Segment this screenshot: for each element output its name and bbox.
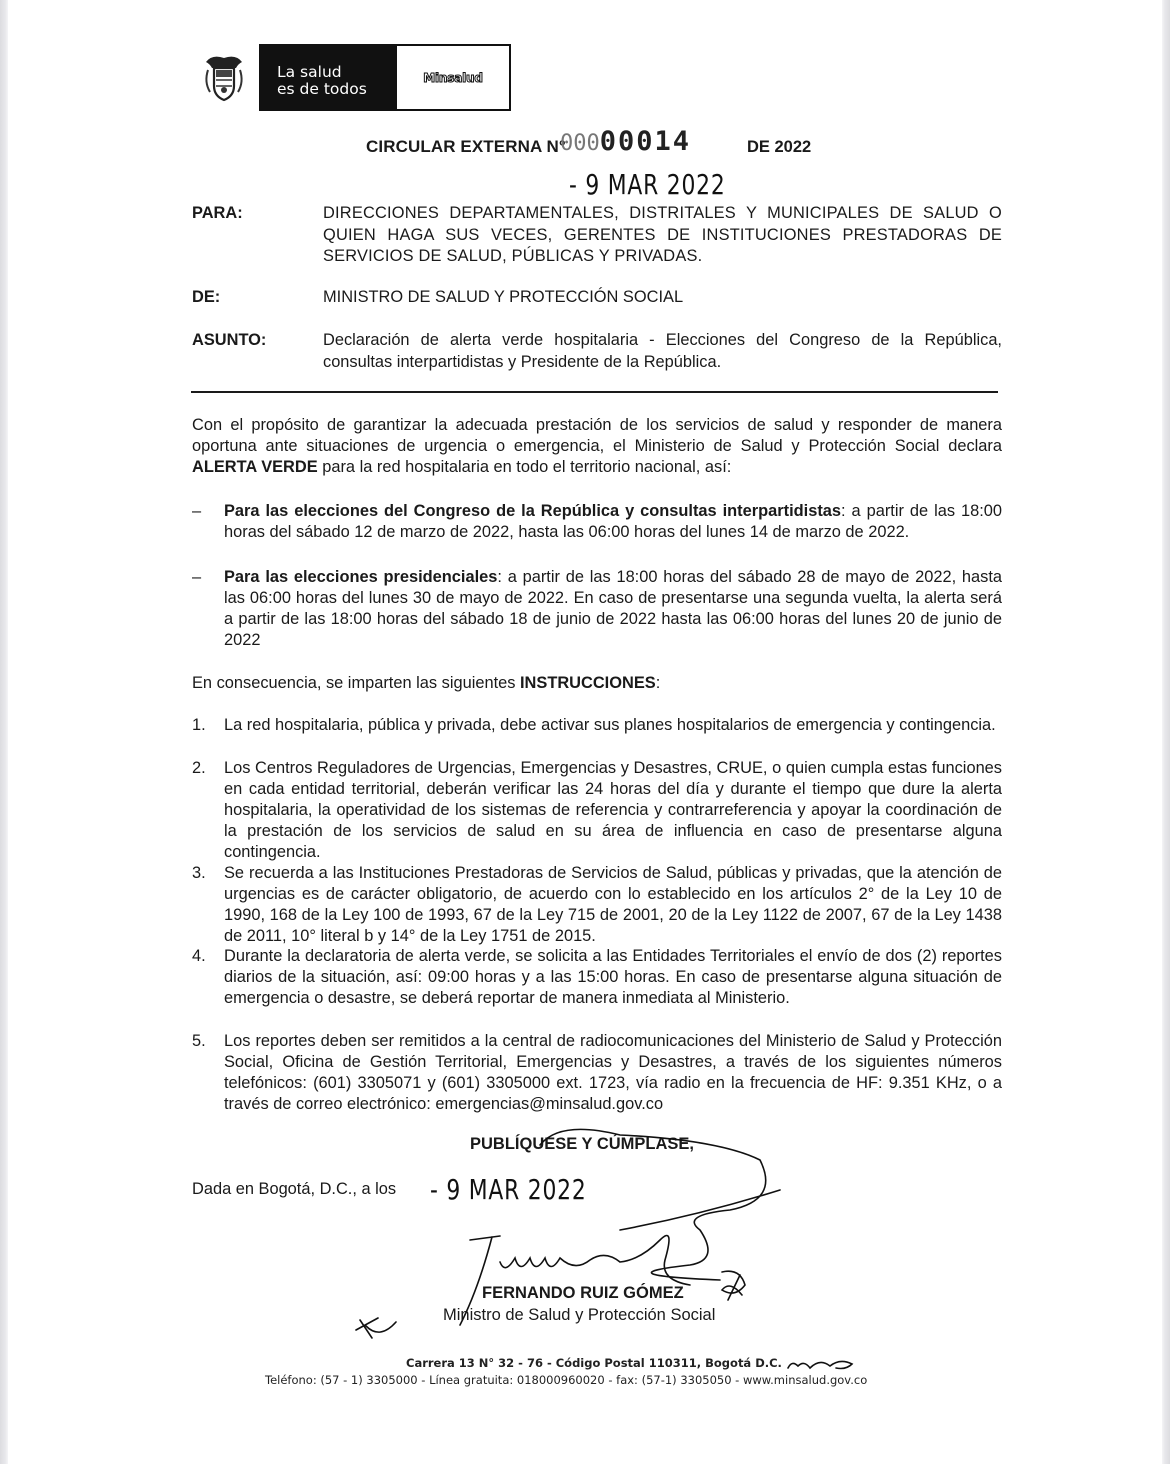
instructions-intro-bold: INSTRUCCIONES <box>520 674 656 692</box>
instruction-item <box>192 1031 1002 1115</box>
meta-de <box>192 287 1002 309</box>
alert-text: : a partir de las 18:00 horas del sábado 28 de mayo de 2022, hasta las 06:00 horas del lunes 30 de mayo de 2022. En caso de presentarse una segunda vuelta, la alerta será a partir de las 18:00 horas del sábado 18 de junio de 2022 hasta las 06:00 horas del lunes 20 de junio de 2022 <box>224 568 1002 649</box>
logo-brand: Minsalud <box>423 70 483 85</box>
alert-title: Para las elecciones presidenciales <box>224 568 498 586</box>
issued-in-text: Dada en Bogotá, D.C., a los <box>192 1180 397 1198</box>
page-edge-left <box>0 0 8 1464</box>
de-value: MINISTRO DE SALUD Y PROTECCIÓN SOCIAL <box>323 288 684 306</box>
list-number: 2. <box>192 759 206 777</box>
circular-number-value: 00014 <box>599 126 692 157</box>
asunto-label: ASUNTO: <box>192 331 267 349</box>
intro-bold: ALERTA VERDE <box>192 458 318 476</box>
page-edge-right <box>1162 0 1170 1464</box>
intro-text-end: para la red hospitalaria en todo el territorio nacional, así: <box>317 458 732 476</box>
logo-slogan-line2: es de todos <box>277 80 367 98</box>
signer-title: Ministro de Salud y Protección Social <box>443 1306 716 1324</box>
intro-text: Con el propósito de garantizar la adecuada prestación de los servicios de salud y responder de manera oportuna ante situaciones de urgencia o emergencia, el Ministerio de Salud y Protección Social declara <box>192 416 1002 455</box>
meta-para <box>192 203 1002 268</box>
publiquese-heading: PUBLÍQUESE Y CÚMPLASE, <box>470 1135 695 1153</box>
intro-paragraph <box>192 415 1002 478</box>
meta-asunto <box>192 330 1002 373</box>
instruction-item <box>192 946 1002 1009</box>
para-value: DIRECCIONES DEPARTAMENTALES, DISTRITALES Y MUNICIPALES DE SALUD O QUIEN HAGA SUS VECES, GERENTES DE INSTITUCIONES PRESTADORAS DE SERVICIOS DE SALUD, PÚBLICAS Y PRIVADAS. <box>323 204 1002 265</box>
instructions-intro-text: En consecuencia, se imparten las siguientes <box>192 674 520 692</box>
instruction-item <box>192 758 1002 863</box>
circular-year: DE 2022 <box>747 138 812 156</box>
dash-marker: – <box>192 568 202 586</box>
list-number: 4. <box>192 947 206 965</box>
alert-text: : a partir de las 18:00 horas del sábado 12 de marzo de 2022, hasta las 06:00 horas del lunes 14 de marzo de 2022. <box>224 502 1003 541</box>
footer-initials <box>788 1361 852 1368</box>
alert-item <box>192 501 1002 543</box>
asunto-value: Declaración de alerta verde hospitalaria - Elecciones del Congreso de la República, consultas interpartidistas y Presidente de la República. <box>323 331 1002 371</box>
seal-scribble <box>722 1271 745 1300</box>
instruction-text: Se recuerda a las Instituciones Prestadoras de Servicios de Salud, públicas y privadas, que la atención de urgencias es de carácter obligatorio, de acuerdo con lo establecido en los artículos 2° de la Ley 10 de 1990, 168 de la Ley 100 de 1993, 67 de la Ley 715 de 2001, 20 de la Ley 1122 de 2007, 67 de la Ley 1438 de 2011, 10° literal b y 14° de la Ley 1751 de 2015. <box>224 864 1002 945</box>
instruction-item <box>192 863 1002 947</box>
signer-name: FERNANDO RUIZ GÓMEZ <box>482 1284 684 1302</box>
instruction-text: Los Centros Reguladores de Urgencias, Emergencias y Desastres, CRUE, o quien cumpla estas funciones en cada entidad territorial, deberán verificar las 24 horas del día y durante el tiempo que dure la alerta hospitalaria, la operatividad de los sistemas de referencia y contrarreferencia y apoyar la coordinación de la prestación de los servicios de salud en su área de influencia en caso de presentarse alguna contingencia. <box>224 759 1002 861</box>
list-number: 1. <box>192 716 206 734</box>
logo-slogan <box>261 46 397 109</box>
instruction-item <box>192 715 1002 736</box>
colombia-coat-of-arms-icon <box>202 52 246 104</box>
footer-contact: Teléfono: (57 - 1) 3305000 - Línea gratuita: 018000960020 - fax: (57-1) 3305050 - www.minsalud.gov.co <box>265 1373 868 1387</box>
header-divider <box>191 391 998 393</box>
signature-stroke <box>620 1190 780 1230</box>
signature-date-stamp: - 9 MAR 2022 <box>430 1173 587 1206</box>
instructions-intro <box>192 673 1002 694</box>
circular-number-prefix: 000 <box>560 131 600 156</box>
circular-number <box>560 126 691 157</box>
list-number: 3. <box>192 864 206 882</box>
dash-marker: – <box>192 502 202 520</box>
instruction-text: La red hospitalaria, pública y privada, debe activar sus planes hospitalarios de emergencia y contingencia. <box>224 716 996 734</box>
alert-title: Para las elecciones del Congreso de la República y consultas interpartidistas <box>224 502 842 520</box>
instructions-intro-end: : <box>655 674 661 692</box>
minsalud-logo <box>259 44 511 111</box>
instruction-text: Durante la declaratoria de alerta verde, se solicita a las Entidades Territoriales el envío de dos (2) reportes diarios de la situación, así: 09:00 horas y a las 15:00 horas. En caso de presentarse alguna situación de emergencia o desastre, se deberá reportar de manera inmediata al Ministerio. <box>224 947 1002 1007</box>
date-stamp: - 9 MAR 2022 <box>569 168 726 201</box>
list-number: 5. <box>192 1032 206 1050</box>
para-label: PARA: <box>192 204 243 222</box>
initials-mark <box>356 1318 396 1338</box>
logo-slogan-line1: La salud <box>277 63 342 81</box>
alert-item <box>192 567 1002 651</box>
circular-label: CIRCULAR EXTERNA N° <box>366 137 566 156</box>
instruction-text: Los reportes deben ser remitidos a la central de radiocomunicaciones del Ministerio de Salud y Protección Social, Oficina de Gestión Territorial, Emergencias y Desastres, a través de los siguientes números telefónicos: (601) 3305071 y (601) 3305000 ext. 1723, vía radio en la frecuencia de HF: 9.351 KHz, o a través de correo electrónico: emergencias@minsalud.gov.co <box>224 1032 1002 1113</box>
de-label: DE: <box>192 288 221 306</box>
footer-address: Carrera 13 N° 32 - 76 - Código Postal 110311, Bogotá D.C. <box>406 1356 782 1370</box>
